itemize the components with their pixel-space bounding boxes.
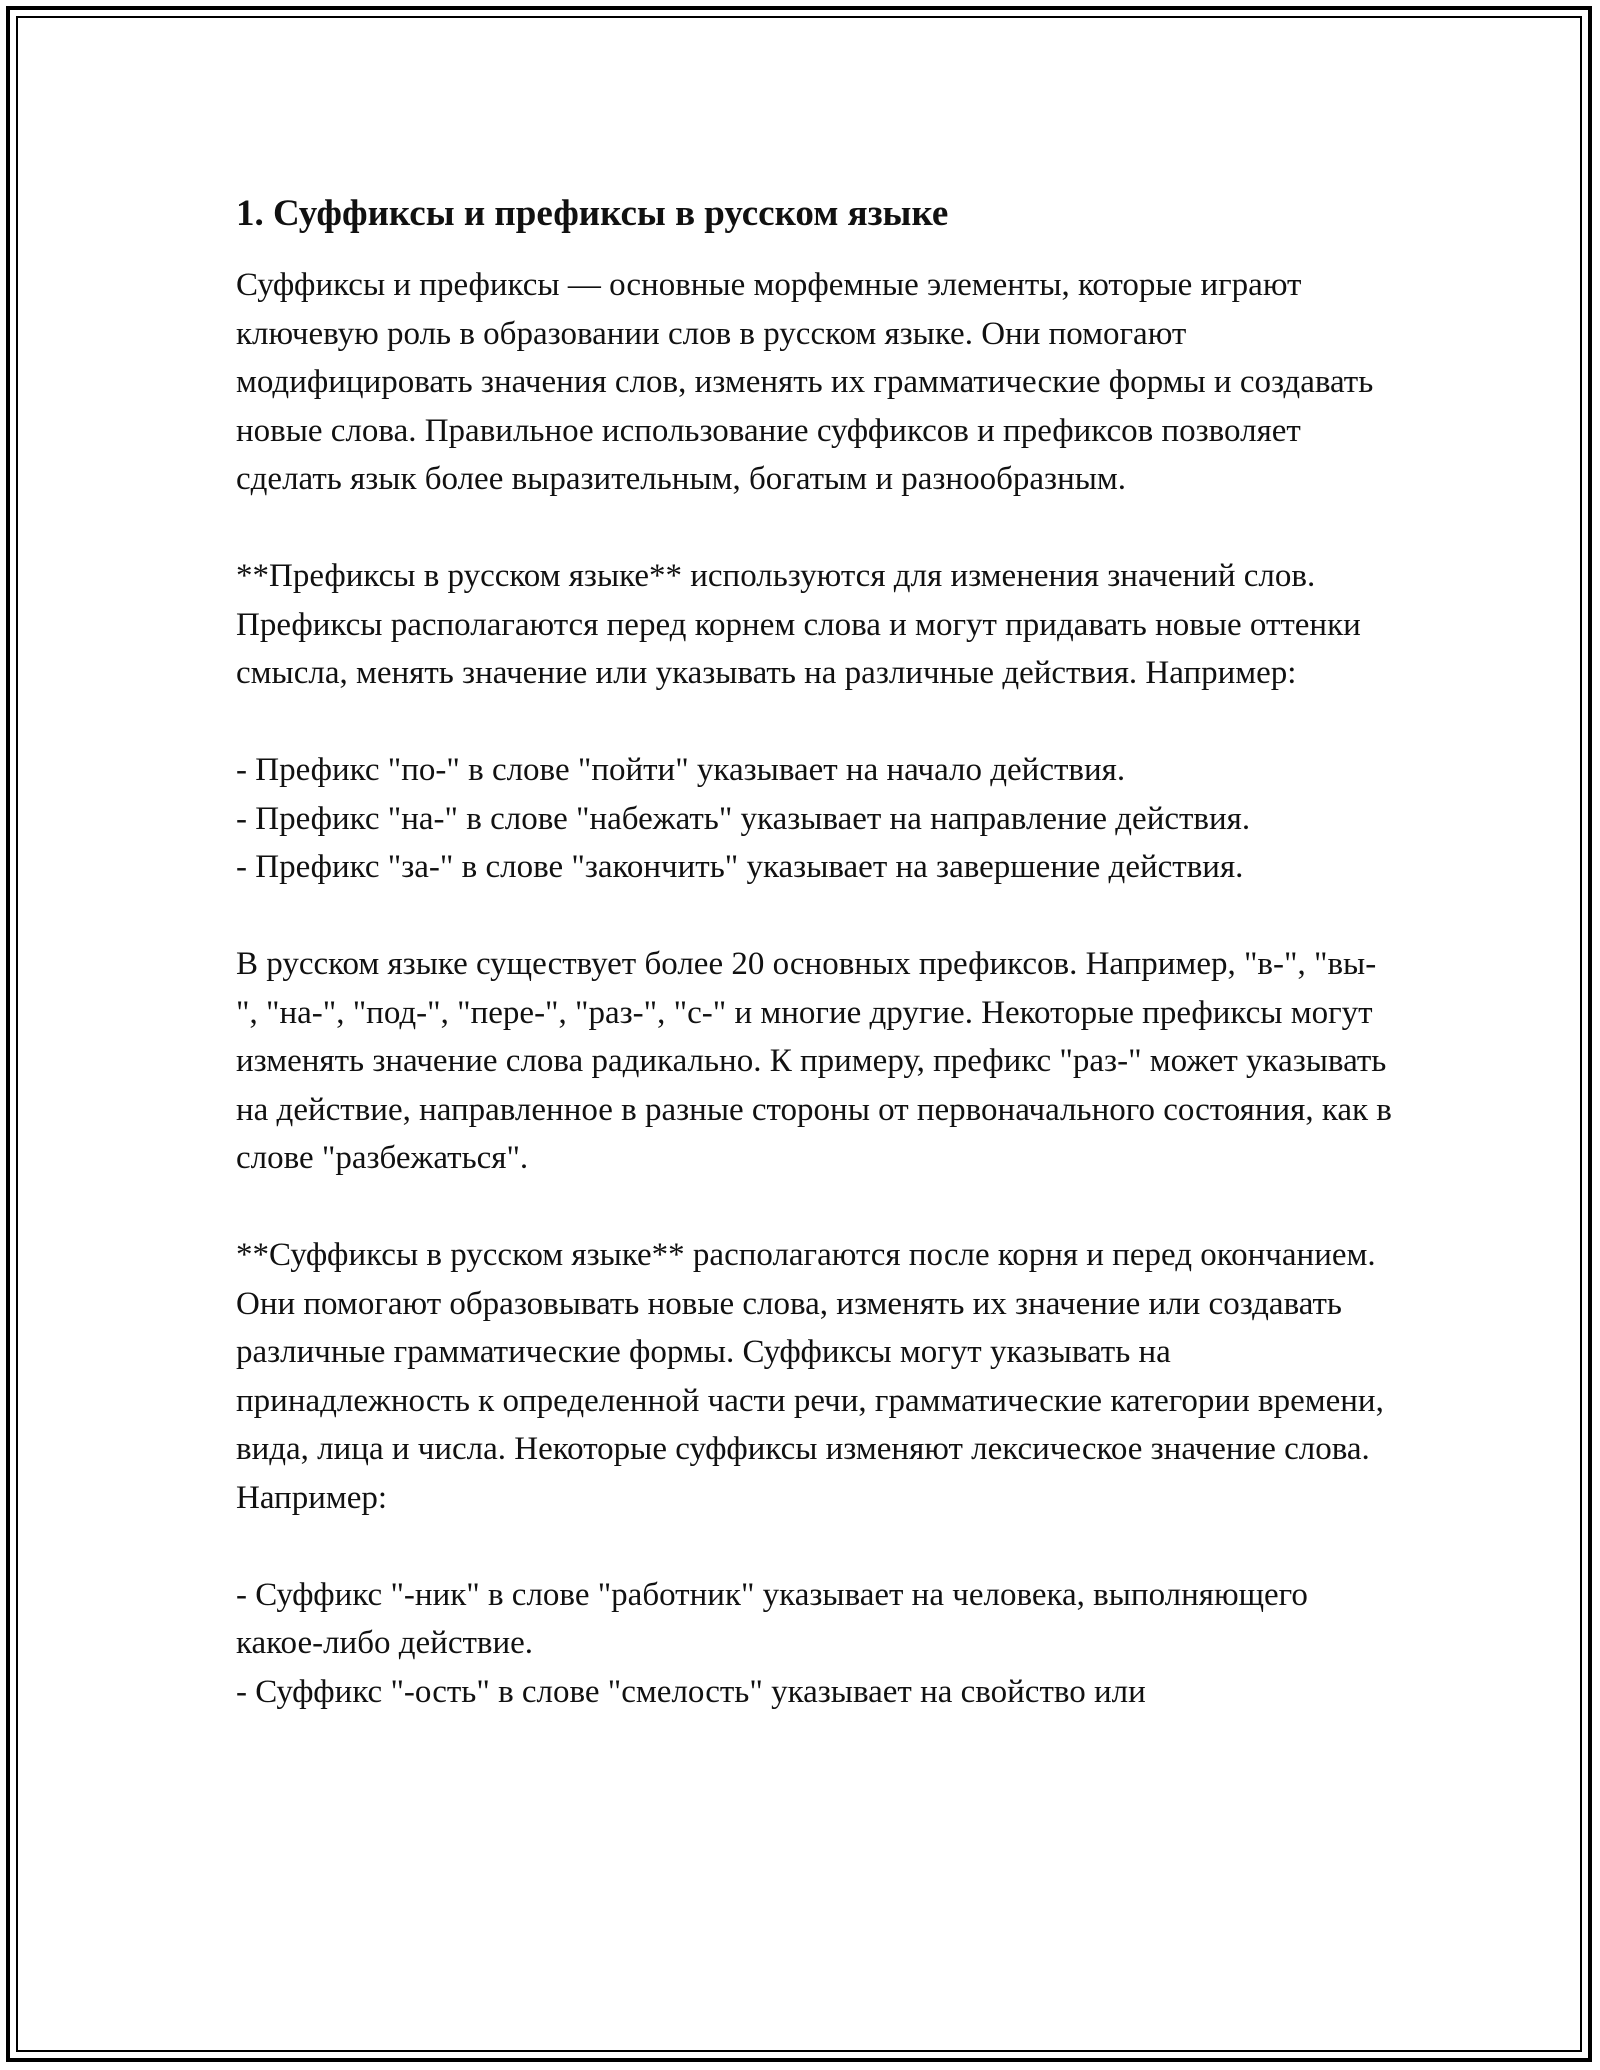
list-item: - Префикс "по-" в слове "пойти" указывает на начало действия. <box>236 752 1126 788</box>
list-item: - Суффикс "-ость" в слове "смелость" указывает на свойство или <box>236 1673 1146 1710</box>
prefixes-more-paragraph: В русском языке существует более 20 основных префиксов. Например, "в-", "вы-", "на-", "под-", "пере-", "раз-", "с-" и многие другие. Некоторые префиксы могут изменять значение слова радикально. К примеру, префикс "раз-" может указывать на действие, направленное в разные стороны от первоначального состояния, как в слове "разбежаться". <box>236 946 1392 1176</box>
suffix-examples-list <box>236 1571 1396 1717</box>
list-item: - Префикс "на-" в слове "набежать" указывает на направление действия. <box>236 800 1251 837</box>
prefixes-paragraph: **Префиксы в русском языке** используются для изменения значений слов. Префиксы располагаются перед корнем слова и могут придавать новые оттенки смысла, менять значение или указывать на различные действия. Например: <box>236 558 1361 691</box>
section-heading: 1. Суффиксы и префиксы в русском языке <box>236 193 949 234</box>
suffixes-paragraph: **Суффиксы в русском языке** располагаются после корня и перед окончанием. Они помогают образовывать новые слова, изменять их значение или создавать различные грамматические формы. Суффиксы могут указывать на принадлежность к определенной части речи, грамматические категории времени, вида, лица и числа. Некоторые суффиксы изменяют лексическое значение слова. Например: <box>236 1237 1384 1516</box>
intro-paragraph: Суффиксы и префиксы — основные морфемные элементы, которые играют ключевую роль в образовании слов в русском языке. Они помогают модифицировать значения слов, изменять их грамматические формы и создавать новые слова. Правильное использование суффиксов и префиксов позволяет сделать язык более выразительным, богатым и разнообразным. <box>236 267 1374 497</box>
prefix-examples-list <box>236 746 1396 892</box>
list-item: - Префикс "за-" в слове "закончить" указывает на завершение действия. <box>236 849 1244 885</box>
document-body <box>236 185 1396 1716</box>
list-item: - Суффикс "-ник" в слове "работник" указывает на человека, выполняющего какое-либо действие. <box>236 1576 1308 1661</box>
